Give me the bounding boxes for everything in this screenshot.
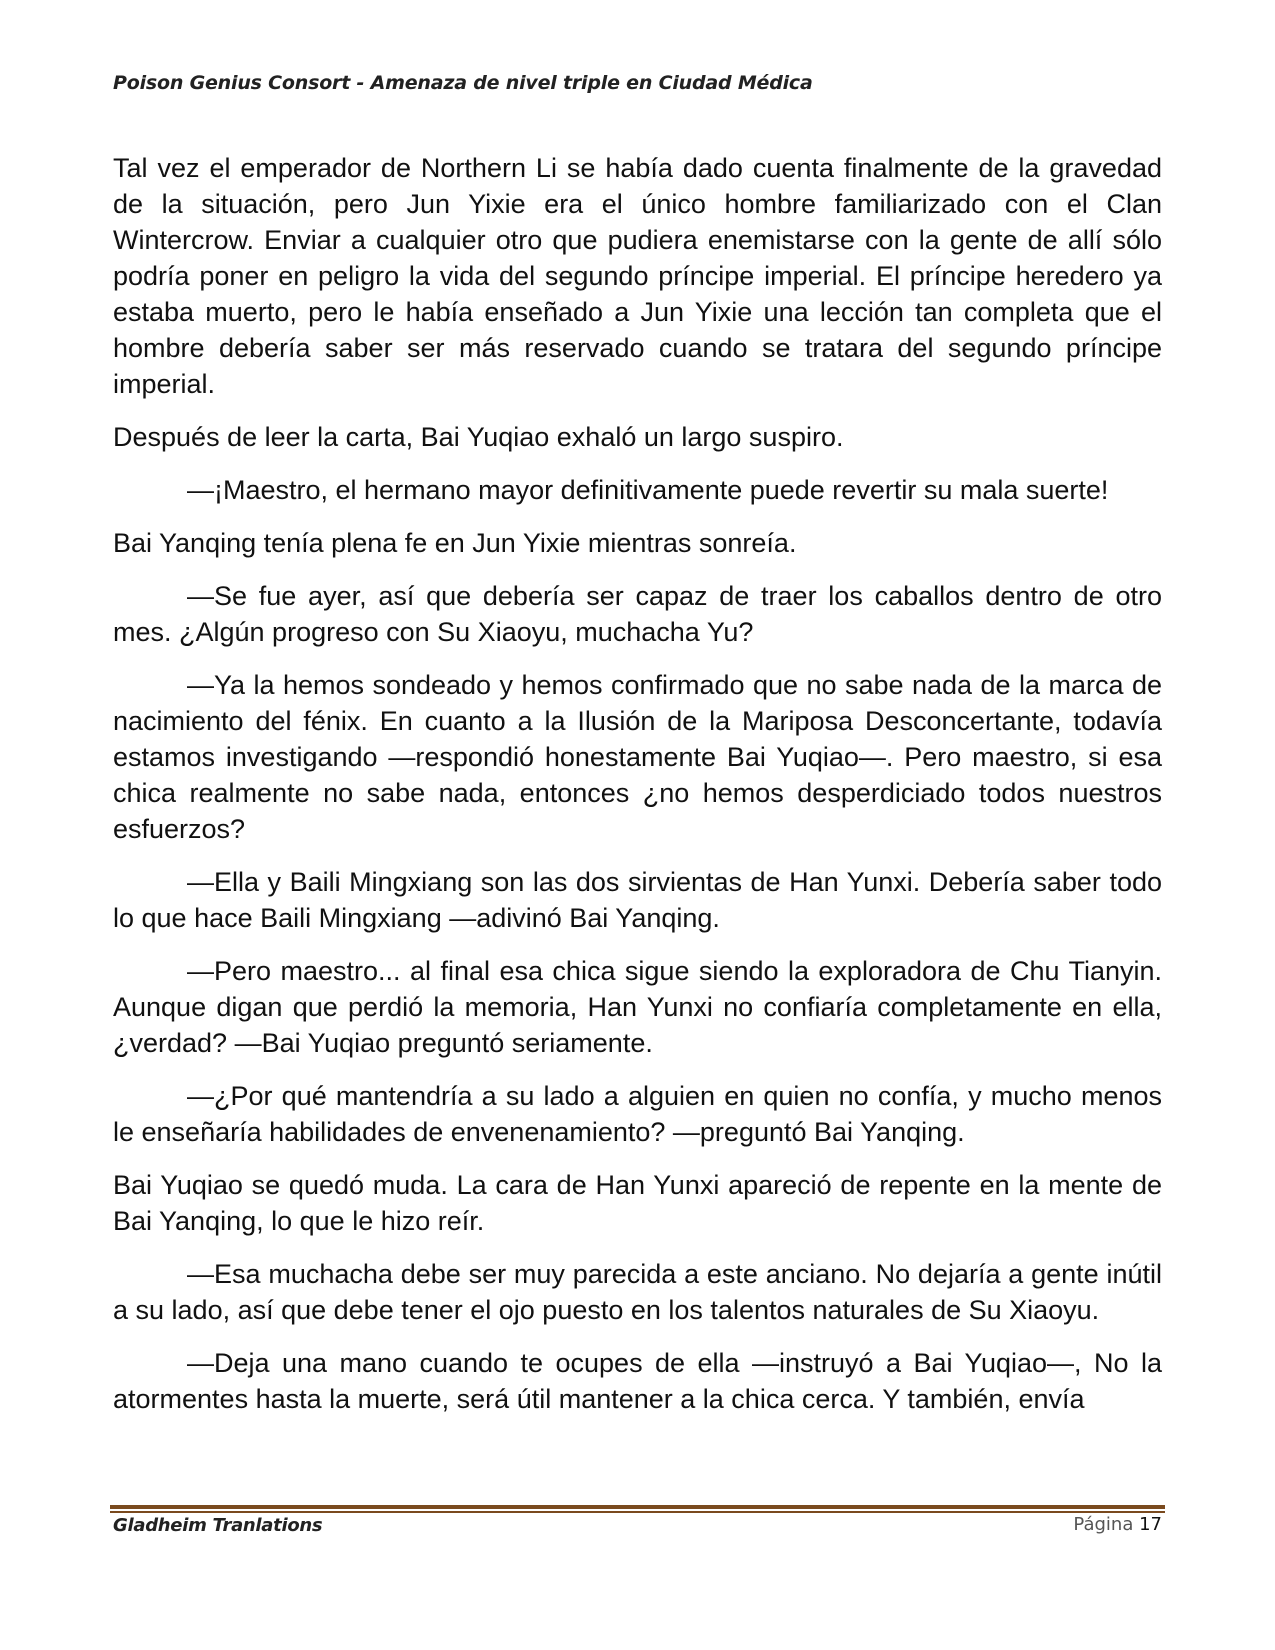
footer-divider-thick xyxy=(110,1505,1165,1509)
paragraph: Bai Yanqing tenía plena fe en Jun Yixie mientras sonreía. xyxy=(113,528,797,558)
dialogue-paragraph: —¿Por qué mantendría a su lado a alguien en quien no confía, y mucho menos le enseñaría habilidades de envenenamiento? —preguntó Bai Yanqing. xyxy=(113,1081,1162,1147)
page-indicator xyxy=(1073,1514,1162,1535)
page-label: Página xyxy=(1073,1514,1134,1535)
page-number: 17 xyxy=(1139,1514,1162,1535)
dialogue-paragraph: —Esa muchacha debe ser muy parecida a este anciano. No dejaría a gente inútil a su lado, así que debe tener el ojo puesto en los talentos naturales de Su Xiaoyu. xyxy=(113,1259,1162,1325)
footer-divider xyxy=(110,1505,1165,1513)
dialogue-paragraph: —Deja una mano cuando te ocupes de ella —instruyó a Bai Yuqiao—, No la atormentes hasta la muerte, será útil mantener a la chica cerca. Y también, envía xyxy=(113,1348,1162,1414)
dialogue-paragraph: —Ella y Baili Mingxiang son las dos sirvientas de Han Yunxi. Debería saber todo lo que hace Baili Mingxiang —adivinó Bai Yanqing. xyxy=(113,867,1162,933)
body-text xyxy=(113,150,1162,1417)
paragraph: Tal vez el emperador de Northern Li se había dado cuenta finalmente de la gravedad de la situación, pero Jun Yixie era el único hombre familiarizado con el Clan Wintercrow. Enviar a cualquier otro que pudiera enemistarse con la gente de allí sólo podría poner en peligro la vida del segundo príncipe imperial. El príncipe heredero ya estaba muerto, pero le había enseñado a Jun Yixie una lección tan completa que el hombre debería saber ser más reservado cuando se tratara del segundo príncipe imperial. xyxy=(113,153,1162,399)
paragraph: Después de leer la carta, Bai Yuqiao exhaló un largo suspiro. xyxy=(113,422,844,452)
paragraph: Bai Yuqiao se quedó muda. La cara de Han Yunxi apareció de repente en la mente de Bai Yanqing, lo que le hizo reír. xyxy=(113,1170,1162,1236)
dialogue-paragraph: —Ya la hemos sondeado y hemos confirmado que no sabe nada de la marca de nacimiento del fénix. En cuanto a la Ilusión de la Mariposa Desconcertante, todavía estamos investigando —respondió honestamente Bai Yuqiao—. Pero maestro, si esa chica realmente no sabe nada, entonces ¿no hemos desperdiciado todos nuestros esfuerzos? xyxy=(113,670,1162,844)
footer-credit: Gladheim Tranlations xyxy=(113,1515,323,1536)
dialogue-paragraph: —Se fue ayer, así que debería ser capaz de traer los caballos dentro de otro mes. ¿Algún progreso con Su Xiaoyu, muchacha Yu? xyxy=(113,581,1162,647)
running-header: Poison Genius Consort - Amenaza de nivel triple en Ciudad Médica xyxy=(113,72,813,94)
dialogue-paragraph: —¡Maestro, el hermano mayor definitivamente puede revertir su mala suerte! xyxy=(187,475,1109,505)
footer-divider-thin xyxy=(110,1511,1165,1513)
dialogue-paragraph: —Pero maestro... al final esa chica sigue siendo la exploradora de Chu Tianyin. Aunque digan que perdió la memoria, Han Yunxi no confiaría completamente en ella, ¿verdad? —Bai Yuqiao preguntó seriamente. xyxy=(113,956,1162,1058)
